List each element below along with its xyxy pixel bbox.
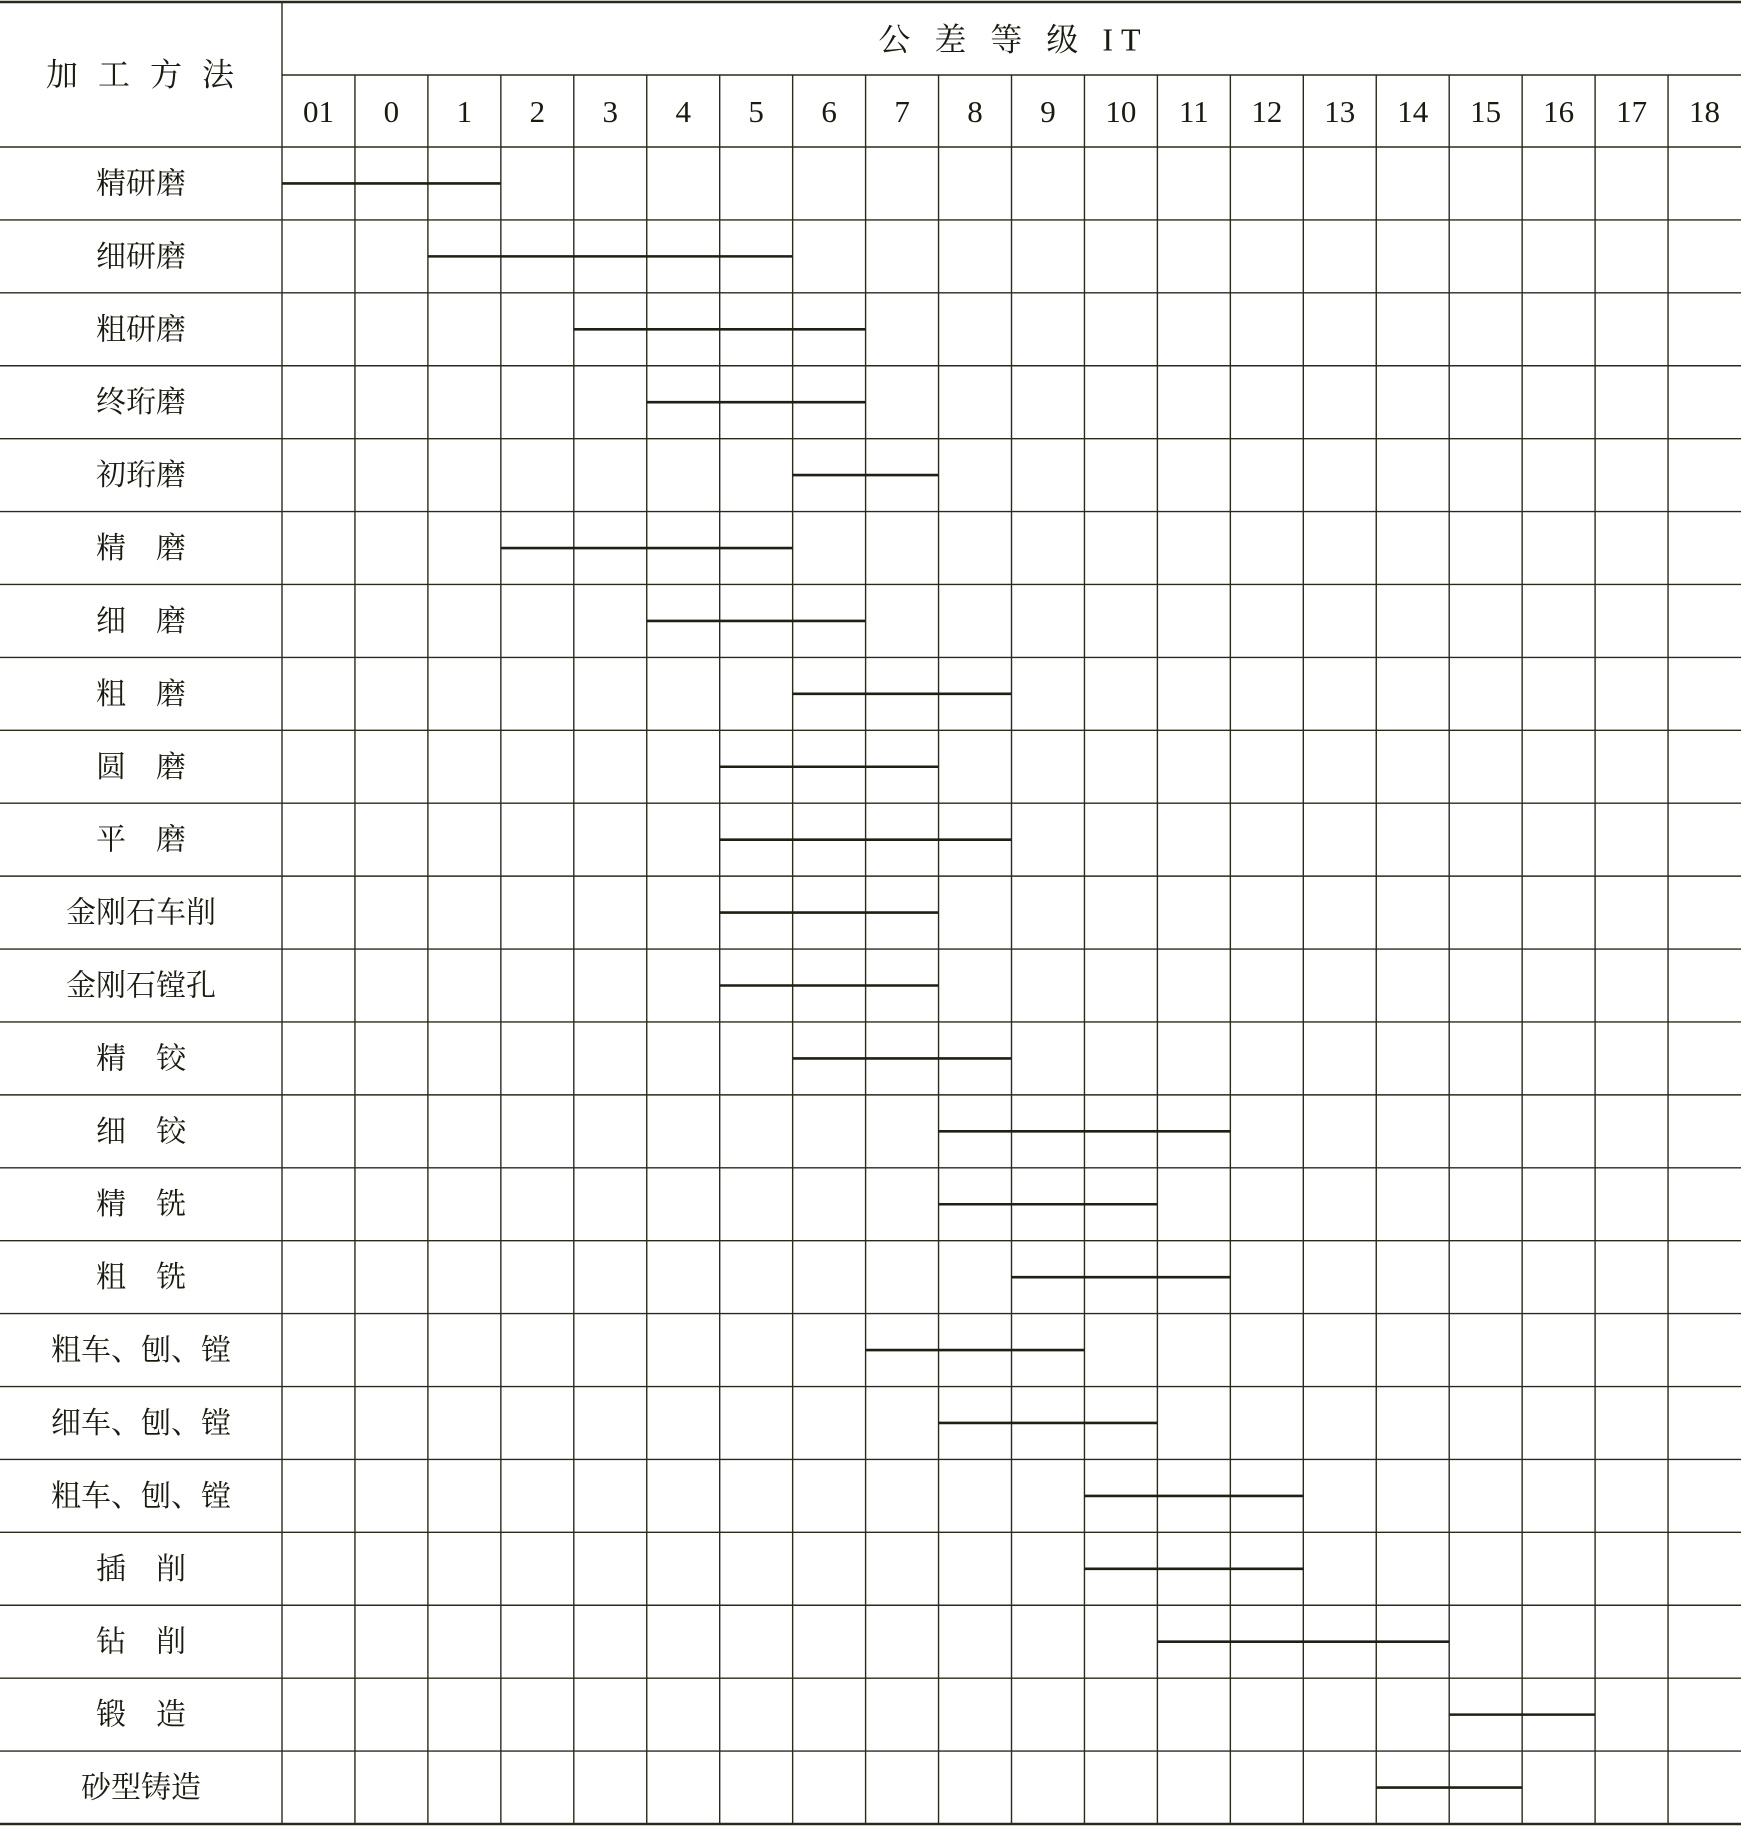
grade-tick-label: 17 (1616, 94, 1648, 129)
method-label: 锻 造 (96, 1697, 186, 1733)
method-label: 圆 磨 (96, 749, 186, 785)
method-label: 砂型铸造 (81, 1770, 201, 1806)
grade-tick-label: 1 (456, 94, 473, 129)
method-label: 细车、刨、镗 (51, 1405, 231, 1441)
method-label: 粗 铣 (96, 1260, 186, 1296)
method-label: 粗车、刨、镗 (51, 1478, 231, 1514)
method-label: 细研磨 (96, 239, 186, 275)
method-label: 细 磨 (96, 603, 186, 639)
method-label: 平 磨 (96, 822, 186, 858)
grade-tick-label: 15 (1470, 94, 1502, 129)
grade-tick-label: 13 (1324, 94, 1356, 129)
method-label: 粗研磨 (96, 312, 186, 348)
grade-tick-label: 10 (1105, 94, 1137, 129)
method-label: 金刚石车削 (66, 895, 216, 931)
method-label: 精 磨 (96, 531, 186, 567)
grade-tick-label: 3 (602, 94, 619, 129)
grade-tick-label: 0 (383, 94, 400, 129)
grade-tick-label: 16 (1543, 94, 1575, 129)
grade-tick-label: 18 (1689, 94, 1721, 129)
tolerance-grade-header: 公 差 等 级 IT (878, 21, 1149, 58)
grade-tick-label: 01 (302, 94, 334, 129)
method-label: 精研磨 (96, 166, 186, 202)
grade-tick-label: 4 (675, 94, 691, 129)
method-label: 终珩磨 (96, 385, 186, 421)
grade-tick-label: 2 (529, 94, 546, 129)
grade-tick-label: 8 (967, 94, 983, 129)
grade-tick-label: 14 (1397, 94, 1429, 129)
method-column-header: 加 工 方 法 (45, 56, 241, 93)
method-label: 粗 磨 (96, 676, 186, 712)
method-label: 精 铣 (96, 1187, 186, 1223)
method-label: 插 削 (96, 1551, 186, 1587)
grade-tick-label: 6 (821, 94, 837, 129)
grade-tick-label: 11 (1178, 94, 1209, 129)
method-label: 初珩磨 (96, 458, 186, 494)
grade-tick-label: 7 (894, 94, 910, 129)
method-label: 粗车、刨、镗 (51, 1333, 231, 1369)
method-label: 钻 削 (96, 1624, 186, 1660)
method-label: 精 铰 (96, 1041, 186, 1077)
method-label: 金刚石镗孔 (66, 968, 216, 1004)
grade-tick-label: 9 (1040, 94, 1056, 129)
grade-tick-label: 12 (1251, 94, 1283, 129)
method-label: 细 铰 (96, 1114, 186, 1150)
grade-tick-label: 5 (748, 94, 764, 129)
